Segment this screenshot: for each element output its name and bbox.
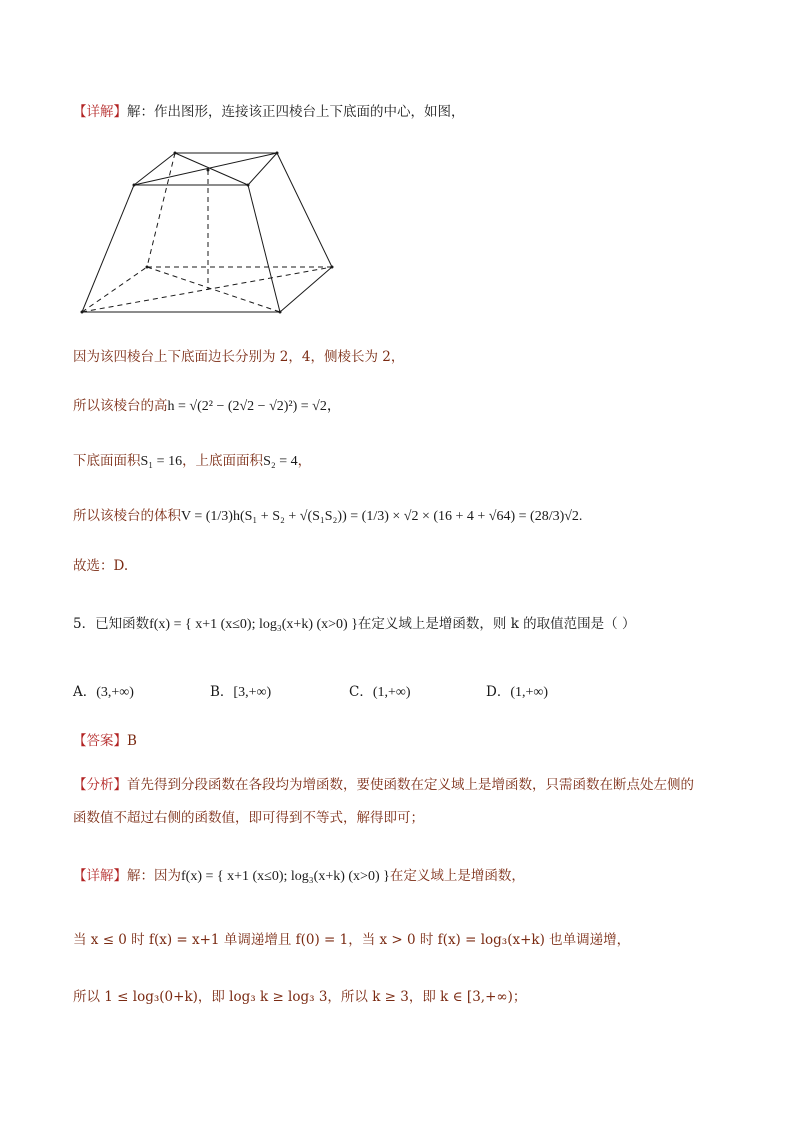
question-5: [73, 614, 635, 635]
bottom-diagonal-2: [147, 267, 280, 312]
analysis-tag: 【分析】: [73, 777, 127, 793]
lateral-edge-back-right: [277, 153, 332, 267]
top-diagonal-2: [175, 153, 248, 185]
question-text: 在定义域上是增函数，则 k 的取值范围是（ ）: [357, 616, 636, 632]
solution-line-1: 因为该四棱台上下底面边长分别为 2，4，侧棱长为 2，: [73, 349, 405, 365]
top-edge-right: [248, 153, 277, 185]
solution-line-3: 下底面面积S₁ = 16，上底面面积S₂ = 4，: [73, 453, 312, 469]
answer-tag: 【答案】: [73, 733, 127, 749]
lateral-edge-front-left: [82, 185, 134, 312]
detail-heading-2: 【详解】解：因为f(x) = { x+1 (x≤0); log₃(x+k) (x>0) }在定义域上是增函数，: [73, 868, 525, 884]
question-function: f(x) = { x+1 (x≤0); log₃(x+k) (x>0) }: [149, 617, 358, 632]
bottom-edge-right: [280, 267, 332, 312]
lateral-edge-hidden: [147, 153, 175, 267]
detail-line-3: 所以 1 ≤ log₃(0+k)，即 log₃ k ≥ log₃ 3，所以 k ≥ 3，即 k ∈ [3,+∞)；: [73, 989, 527, 1005]
detail-function: f(x) = { x+1 (x≤0); log₃(x+k) (x>0) }: [181, 869, 390, 884]
solution-line-4: 所以该棱台的体积V = (1/3)h(S₁ + S₂ + √(S₁S₂)) = (1/3) × √2 × (16 + 4 + √64) = (28/3)√2.: [73, 508, 583, 524]
option-a[interactable]: A．(3,+∞): [73, 684, 134, 700]
frustum-figure: [70, 140, 340, 320]
detail-heading-1: [73, 102, 465, 122]
height-formula: h = √(2² − (2√2 − √2)²) = √2，: [167, 399, 341, 414]
lateral-edge-front-right: [248, 185, 280, 312]
area-s1: S₁ = 16: [140, 454, 183, 469]
answer-line: [73, 731, 137, 751]
solution-choice: 故选：D.: [73, 558, 129, 574]
detail-line-2: 当 x ≤ 0 时 f(x) = x+1 单调递增且 f(0) = 1，当 x > 0 时 f(x) = log₃(x+k) 也单调递增，: [73, 932, 631, 948]
detail-tag: 【详解】: [73, 104, 127, 120]
answer-value: B: [127, 733, 137, 749]
top-diagonal-1: [134, 153, 277, 185]
analysis-line-1: 【分析】首先得到分段函数在各段均为增函数，要使函数在定义域上是增函数，只需函数在断点处左侧的: [73, 777, 694, 793]
area-s2: S₂ = 4: [263, 454, 298, 469]
option-c[interactable]: C．(1,+∞): [349, 684, 411, 700]
question-number: 5．已知函数: [73, 616, 150, 632]
solution-line-2: 所以该棱台的高h = √(2² − (2√2 − √2)²) = √2，: [73, 398, 341, 414]
volume-formula: V = (1/3)h(S₁ + S₂ + √(S₁S₂)) = (1/3) × √2 × (16 + 4 + √64) = (28/3)√2.: [181, 509, 583, 524]
analysis-line-2: 函数值不超过右侧的函数值，即可得到不等式，解得即可；: [73, 810, 424, 826]
bottom-diagonal-1: [82, 267, 332, 312]
option-d[interactable]: D．(1,+∞): [486, 684, 549, 700]
detail-tag-2: 【详解】: [73, 868, 127, 884]
detail-text: 解：作出图形，连接该正四棱台上下底面的中心，如图，: [127, 104, 465, 120]
option-b[interactable]: B．[3,+∞): [210, 684, 272, 700]
